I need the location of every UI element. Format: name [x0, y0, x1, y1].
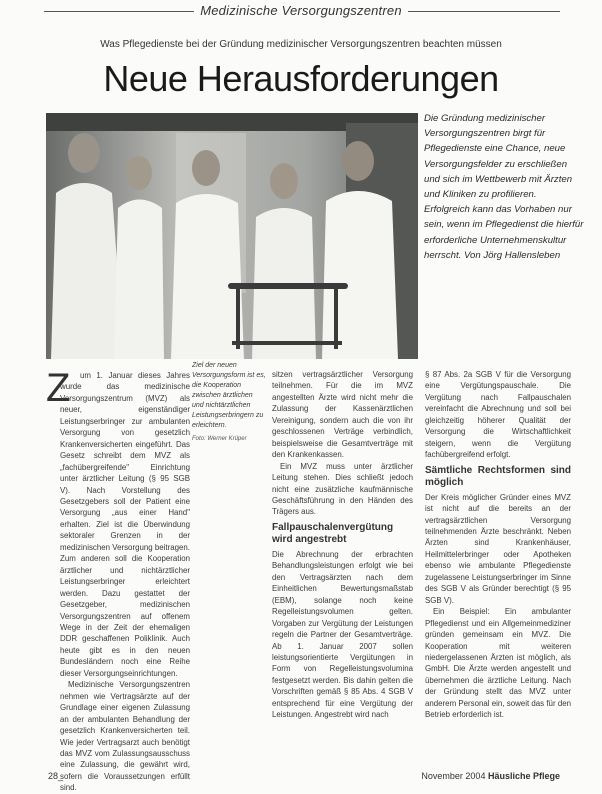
column-2-paragraph-2: Ein MVZ muss unter ärztlicher Leitung stehen. Dies schließt jedoch nicht eine zusätzliche kaufmännische Geschäftsführung in den Händen des Trägers aus. — [272, 461, 413, 517]
photo-caption — [192, 361, 266, 444]
issue-date: November 2004 — [421, 771, 486, 781]
column-3-paragraph-3: Ein Beispiel: Ein ambulanter Pflegedienst und ein Allgemeinmediziner gründen gemeinsam ein MVZ. Die Kooperation mit weiteren niedergelassenen Ärzten ist möglich, als GmbH. Die Ärzte werden angestellt und übernehmen die ärztliche Leitung. Nach der Gründung stellt das MVZ unter anderem Personal ein, soweit das für den Betrieb erforderlich ist. — [425, 607, 571, 720]
article-headline: Neue Herausforderungen — [103, 58, 499, 99]
column-1-paragraph-2: Medizinische Versorgungszentren nehmen wie Vertragsärzte auf der Grundlage einer eigenen Zulassung an der ambulanten Behandlung der gesetzlich Krankenversicherten teil. Wie jeder Vertragsarzt auch benötigt das MVZ vom Zulassungsausschuss eine Zulassung, die gewährt wird, sofern die Voraussetzungen erfüllt sind. — [60, 680, 190, 793]
footer-issue — [421, 771, 560, 781]
page-number: 28_ — [48, 771, 64, 781]
article-kicker: Was Pflegedienste bei der Gründung medizinischer Versorgungszentren beachten müssen — [100, 39, 502, 50]
group-of-doctors-image — [46, 113, 418, 359]
author-byline: Von Jörg Hallensleben — [464, 249, 561, 261]
column-3-paragraph-1: § 87 Abs. 2a SGB V für die Versorgung eine Vergütungspauschale. Die Vergütung nach Fallpauschalen vereinfacht die Abrechnung und soll bei gleichzeitig höherer Qualität der Versorgung die Wirtschaftlichkeit steigern, wenn die Vergütung fachübergreifend erfolgt. — [425, 370, 571, 460]
article-photo — [46, 113, 418, 359]
section-header: Medizinische Versorgungszentren — [200, 3, 402, 18]
subheading-fallpauschale: Fallpauschalenvergütung wird angestrebt — [272, 521, 394, 545]
body-column-2 — [272, 369, 413, 765]
photo-credit: Foto: Werner Krüper — [192, 436, 247, 442]
column-1-paragraph-1: um 1. Januar dieses Jahres wurde das medizinische Versorgungszentrum (MVZ) als neuer, eigenständiger Leistungserbringer zur ambulanten Versorgung von gesetzlich Krankenversicherten eingeführt. Das Gesetz schreibt dem MVZ als „fachübergreifende" Einrichtung unter ärztlicher Leitung (§ 95 SGB V). Nach Vorstellung des Gesetzgebers soll der Patient eine Versorgung „aus einer Hand" erhalten. Ziel ist die Überwindung sektoraler Grenzen in der medizinischen Versorgung beitragen. Zum anderen soll die Kooperation ärztlicher und nichtärztlicher Leistungserbringer erleichtert werden. Dazu gestattet der Gesetzgeber, medizinischen Versorgungszentren auf offenem Wege in der Zeit der ehemaligen DDR geschaffenen Poliklinik. Auch heute gibt es in den neuen Bundesländern noch eine Reihe dieser Versorgungseinrichtungen. — [60, 371, 190, 678]
body-column-1-text — [60, 370, 190, 793]
subheading-rechtsformen: Sämtliche Rechtsformen sind möglich — [425, 464, 571, 488]
caption-text: Ziel der neuen Versorgungsform ist es, die Kooperation zwischen ärztlichen und nichtärztlichen Leistungserbringern zu erleichtern. — [192, 362, 266, 429]
header-rule-right — [408, 11, 560, 12]
column-2-paragraph-1: sitzen vertragsärztlicher Versorgung teilnehmen. Für die im MVZ angestellten Ärzte wird nicht mehr die Zulassung der Kassenärztlichen Vereinigung, sondern auch die von ihr geschlossenen Verträge verbindlich, beispielsweise die Gesamtverträge mit den Krankenkassen. — [272, 370, 413, 460]
lead-text: Die Gründung medizinischer Versorgungszentren birgt für Pflegedienste eine Chance, neue Versorgungsfelder zu erschließen und sich im Wettbewerb mit Ärzten und Kliniken zu profilieren. Erfolgreich kann das Vorhaben nur sein, wenn im Pflegedienst die hierfür erforderliche Unternehmenskultur herrscht. — [424, 113, 584, 261]
drop-cap: Z — [46, 366, 71, 410]
column-2-paragraph-3: Die Abrechnung der erbrachten Behandlungsleistungen erfolgt wie bei den Vertragsärzten nach dem Einheitlichen Bewertungsmaßstab (EBM), solange noch keine Regelleistungsvolumen gelten. Vorgaben zur Vergütung der Leistungen regeln die Partner der Gesamtverträge. Ab 1. Januar 2007 sollen leistungsorientierte Vergütungen in Form von Regelleistungsvolumina festgesetzt werden. Bis dahin gelten die Vorschriften gemäß § 85 Abs. 4 SGB V entsprechend für eine Vergütung der Leistungen. Angestrebt wird nach — [272, 549, 413, 720]
article-lead — [424, 111, 584, 263]
magazine-name: Häusliche Pflege — [487, 771, 560, 781]
column-3-paragraph-2: Der Kreis möglicher Gründer eines MVZ ist nicht auf die bereits an der vertragsärztlichen Versorgung teilnehmenden Ärzte beschränkt. Neben Ärzten sind Krankenhäuser, Heilmittelerbringer oder Apotheken ebenso wie ambulante Pflegedienste zugelassene Leistungserbringer im Sinne des SGB V als Gründer berechtigt (§ 95 SGB V). — [425, 492, 571, 605]
body-column-3 — [425, 369, 571, 765]
